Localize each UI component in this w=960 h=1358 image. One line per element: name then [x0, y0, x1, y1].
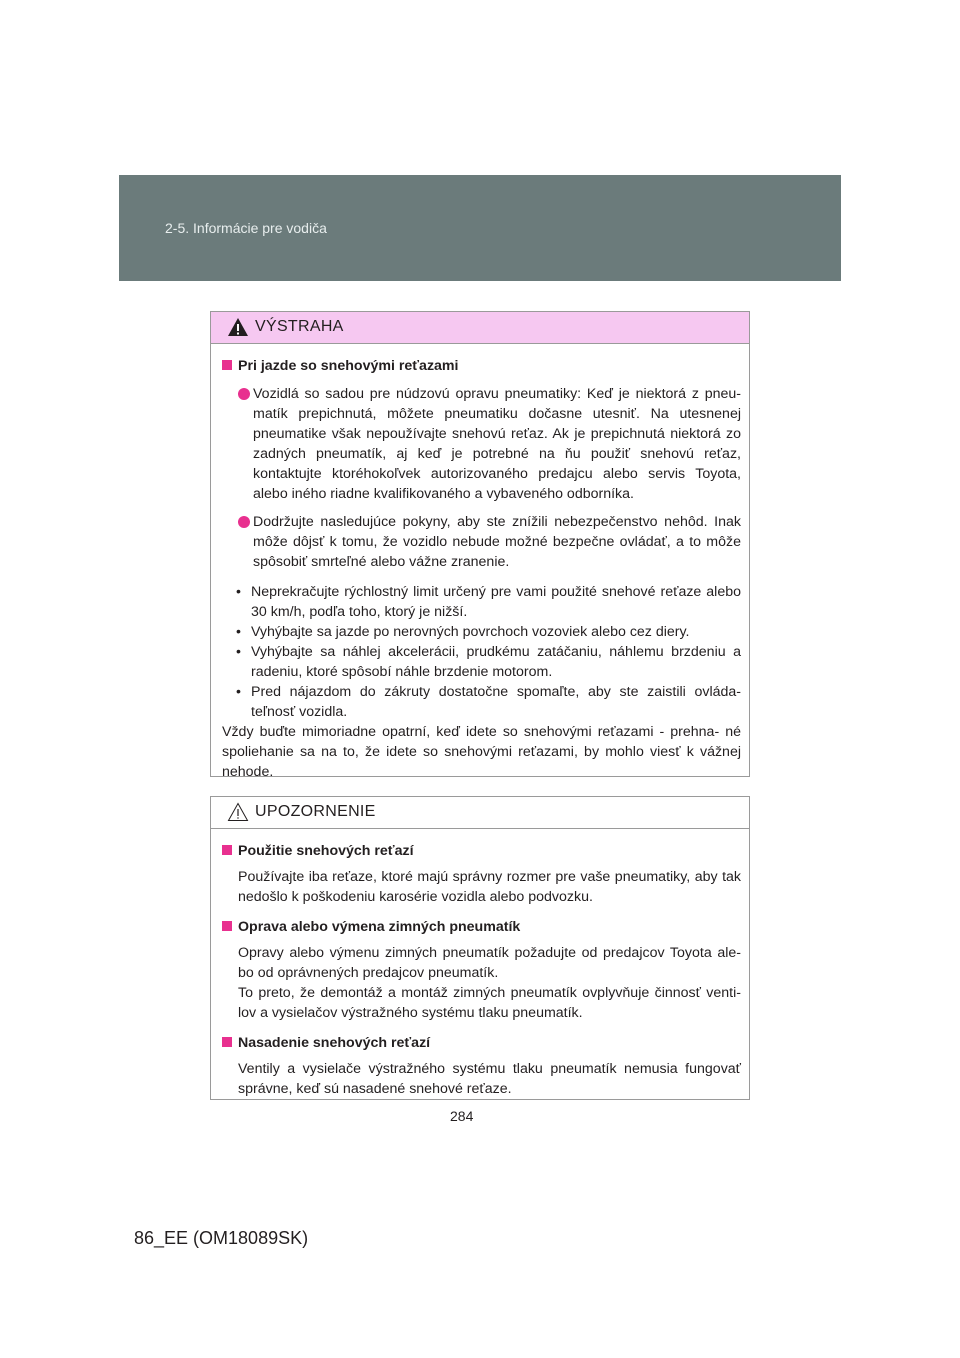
- warning-bullet-1: Vozidlá so sadou pre núdzovú opravu pneumatiky: Keď je niektorá z pneu- matík prepichnutá, môžete pneumatiku dočasne utesniť. Na utesnenej pneumatike však nepoužívajte snehovú reťaz. Ak je prepichnutá niektorá zo zadných pneumatík, aj keď je potrebné na ňu použiť snehovú reťaz, kontaktujte ktoréhokoľvek autorizovaného predajcu alebo servis Toyota, alebo iného riadne kvalifikovaného a vybaveného odborníka.: [222, 384, 741, 504]
- circle-bullet-icon: [238, 388, 250, 400]
- warning-section-heading: Pri jazde so snehovými reťazami: [222, 356, 741, 376]
- caution-box: [210, 796, 750, 1100]
- caution-section-heading: Použitie snehových reťazí: [222, 841, 741, 861]
- dash-item: • Vyhýbajte sa náhlej akcelerácii, prudkému zatáčaniu, náhlemu brzdeniu a radeniu, ktoré spôsobí náhle brzdenie motorom.: [236, 644, 741, 680]
- square-bullet-icon: [222, 1037, 232, 1047]
- warning-dash-list: [222, 582, 741, 722]
- warning-closing: Vždy buďte mimoriadne opatrní, keď idete so snehovými reťazami - prehna- né spoliehanie sa na to, že idete so snehovými reťazami, by mohlo viesť k vážnej nehode.: [222, 724, 741, 780]
- page-number: 284: [450, 1108, 474, 1124]
- warning-triangle-icon: [227, 317, 249, 337]
- dash-bullet-icon: •: [236, 584, 241, 600]
- caution-title: UPOZORNENIE: [255, 803, 376, 820]
- warning-box: [210, 311, 750, 780]
- warning-title: VÝSTRAHA: [255, 318, 344, 335]
- dash-item: • Vyhýbajte sa jazde po nerovných povrchoch vozoviek alebo cez diery.: [236, 624, 690, 640]
- circle-bullet-icon: [238, 516, 250, 528]
- dash-item: • Neprekračujte rýchlostný limit určený pre vami použité snehové reťaze alebo 30 km/h, podľa toho, ktorý je nižší.: [236, 584, 741, 620]
- warning-bullet-2: Dodržujte nasledujúce pokyny, aby ste znížili nebezpečenstvo nehôd. Inak môže dôjsť k tomu, že vozidlo nebude možné bezpečne ovládať, a to môže spôsobiť smrteľné alebo vážne zranenie.: [222, 512, 741, 572]
- caution-section-heading: Nasadenie snehových reťazí: [222, 1033, 741, 1053]
- dash-item: • Pred nájazdom do zákruty dostatočne spomaľte, aby ste zaistili ovláda- teľnosť vozidla.: [236, 684, 741, 720]
- dash-bullet-icon: •: [236, 624, 241, 640]
- square-bullet-icon: [222, 921, 232, 931]
- caution-text: To preto, že demontáž a montáž zimných pneumatík ovplyvňuje činnosť venti- lov a vysielačov výstražného systému tlaku pneumatík.: [238, 985, 741, 1021]
- caution-header: [211, 797, 749, 829]
- caution-text: Opravy alebo výmenu zimných pneumatík požadujte od predajcov Toyota ale- bo od oprávnených predajcov pneumatík.: [238, 945, 741, 981]
- caution-text: Ventily a vysielače výstražného systému tlaku pneumatík nemusia fungovať správne, keď sú nasadené snehové reťaze.: [238, 1061, 741, 1097]
- warning-header: [211, 312, 749, 344]
- header-band: [119, 175, 841, 281]
- section-title: 2-5. Informácie pre vodiča: [165, 220, 327, 236]
- dash-bullet-icon: •: [236, 684, 241, 700]
- caution-text: Používajte iba reťaze, ktoré majú správny rozmer pre vaše pneumatiky, aby tak nedošlo k poškodeniu karosérie vozidla alebo podvozku.: [238, 869, 741, 905]
- square-bullet-icon: [222, 360, 232, 370]
- document-code: 86_EE (OM18089SK): [134, 1228, 309, 1248]
- caution-triangle-icon: [227, 802, 249, 822]
- warning-body: [211, 344, 749, 782]
- caution-section-heading: Oprava alebo výmena zimných pneumatík: [222, 917, 741, 937]
- caution-body: [211, 829, 749, 1099]
- square-bullet-icon: [222, 845, 232, 855]
- dash-bullet-icon: •: [236, 644, 241, 660]
